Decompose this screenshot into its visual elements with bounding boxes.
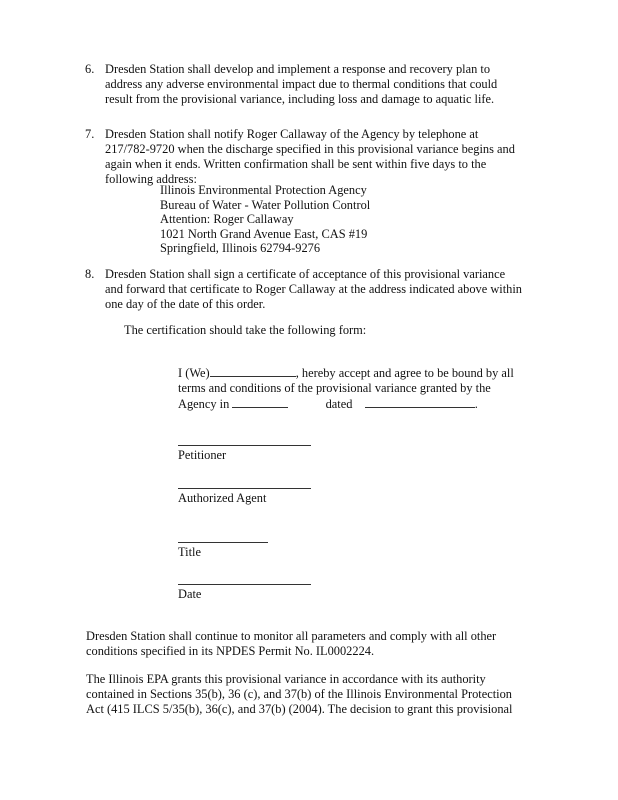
name-blank-line	[210, 365, 296, 377]
item-number: 7.	[85, 127, 95, 141]
signature-label: Title	[178, 545, 201, 559]
signature-label: Authorized Agent	[178, 491, 267, 505]
statement-part2: , hereby accept and agree to be bound by all terms and conditions of the provisional variance granted by the Agency in	[178, 366, 514, 411]
date-blank-line	[365, 396, 475, 408]
address-line: Bureau of Water - Water Pollution Control	[160, 197, 371, 212]
condition-item-7	[85, 127, 525, 187]
item-text: Dresden Station shall develop and implement a response and recovery plan to address any adverse environmental impact due to thermal conditions that could result from the provisional variance, including loss and damage to aquatic life.	[105, 62, 498, 106]
statement-part1: I (We)	[178, 366, 210, 380]
certification-statement: I (We) , hereby accept and agree to be bound by all terms and conditions of the provisional variance granted by the Agency in dated .	[178, 366, 514, 411]
petitioner-signature	[178, 433, 311, 463]
condition-item-8	[85, 267, 525, 312]
signature-label: Date	[178, 587, 202, 601]
signature-line	[178, 476, 311, 489]
address-line: Attention: Roger Callaway	[160, 212, 294, 227]
signature-line	[178, 530, 268, 543]
item-number: 6.	[85, 62, 95, 76]
authority-paragraph: The Illinois EPA grants this provisional variance in accordance with its authority contained in Sections 35(b), 36 (c), and 37(b) of the Illinois Environmental Protection Act (415 ILCS 5/35(b), 36(c), and 37(b) (2004). The decision to grant this provisional	[86, 672, 513, 716]
condition-item-6	[85, 62, 525, 107]
signature-line	[178, 433, 311, 446]
signature-line	[178, 572, 311, 585]
item-text: Dresden Station shall sign a certificate of acceptance of this provisional variance and forward that certificate to Roger Callaway at the address indicated above within one day of the date of this order.	[105, 267, 522, 311]
address-line: 1021 North Grand Avenue East, CAS #19	[160, 226, 368, 241]
certification-intro: The certification should take the following form:	[124, 323, 367, 337]
agent-signature	[178, 476, 311, 506]
monitoring-paragraph: Dresden Station shall continue to monitor all parameters and comply with all other conditions specified in its NPDES Permit No. IL0002224.	[86, 629, 497, 658]
agency-address	[160, 183, 420, 256]
signature-label: Petitioner	[178, 448, 227, 462]
date-signature	[178, 572, 311, 602]
address-line: Illinois Environmental Protection Agency	[160, 183, 367, 197]
address-line: Springfield, Illinois 62794-9276	[160, 241, 321, 256]
item-number: 8.	[85, 267, 95, 281]
title-signature	[178, 530, 268, 560]
month-blank-line	[232, 396, 288, 408]
dated-label: dated	[325, 397, 353, 411]
item-text: Dresden Station shall notify Roger Callaway of the Agency by telephone at 217/782-9720 when the discharge specified in this provisional variance begins and again when it ends. Written confirmation shall be sent within five days to the following address:	[105, 127, 515, 186]
